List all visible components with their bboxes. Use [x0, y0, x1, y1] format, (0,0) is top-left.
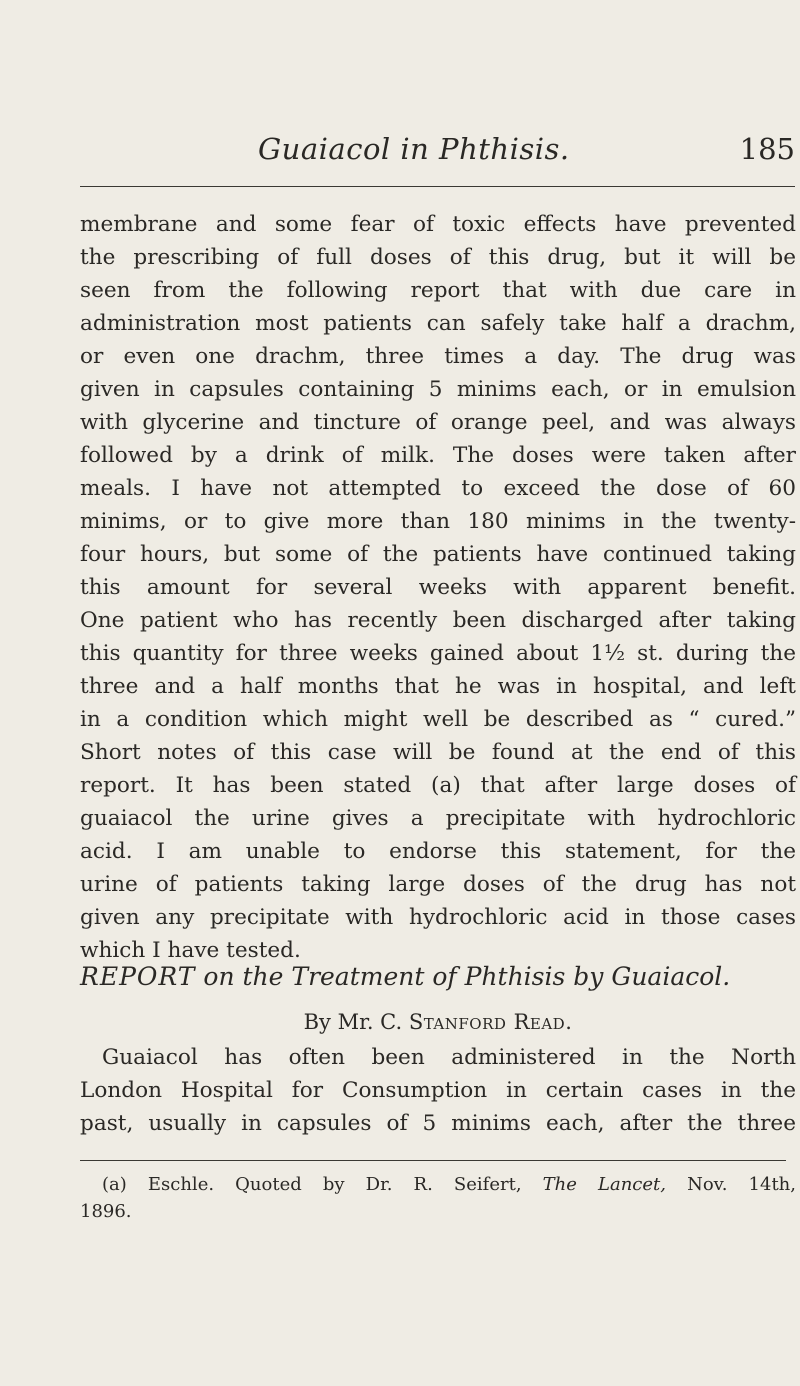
text-line: London Hospital for Consumption in certain cases in the: [80, 1078, 796, 1103]
text-line: or even one drachm, three times a day. The drug was: [80, 344, 796, 369]
report-heading-caps: REPORT: [80, 962, 196, 991]
text-line: this amount for several weeks with apparent benefit.: [80, 575, 796, 600]
text-line: past, usually in capsules of 5 minims each, after the three: [80, 1111, 796, 1136]
footnote-rule: [80, 1160, 786, 1161]
text-line: administration most patients can safely take half a drachm,: [80, 311, 796, 336]
body-paragraph: [80, 208, 796, 967]
text-line: Guaiacol has often been administered in the North: [102, 1045, 796, 1070]
text-line: followed by a drink of milk. The doses were taken after: [80, 443, 796, 468]
page-header: [80, 132, 795, 176]
byline-author: Stanford Read.: [408, 1010, 573, 1034]
footnote: [80, 1171, 796, 1225]
running-title: Guaiacol in Phthisis.: [258, 132, 570, 166]
text-line: membrane and some fear of toxic effects have prevented: [80, 212, 796, 237]
text-line: with glycerine and tincture of orange peel, and was always: [80, 410, 796, 435]
page-number: 185: [739, 132, 795, 166]
journal-name: The Lancet,: [542, 1174, 666, 1195]
byline-prefix: By Mr. C.: [303, 1010, 409, 1034]
footnote-citation: (a) Eschle. Quoted by Dr. R. Seifert,: [102, 1174, 543, 1195]
text-line: which I have tested.: [80, 938, 301, 963]
report-paragraph: [80, 1041, 796, 1140]
text-line: seen from the following report that with due care in: [80, 278, 796, 303]
footnote-line: 1896.: [80, 1201, 132, 1222]
text-line: given any precipitate with hydrochloric acid in those cases: [80, 905, 796, 930]
text-line: acid. I am unable to endorse this statement, for the: [80, 839, 796, 864]
header-rule: [80, 186, 795, 187]
text-line: report. It has been stated (a) that after large doses of: [80, 773, 796, 798]
text-line: urine of patients taking large doses of the drug has not: [80, 872, 796, 897]
report-byline: [80, 1007, 796, 1037]
text-line: given in capsules containing 5 minims each, or in emulsion: [80, 377, 796, 402]
text-line: four hours, but some of the patients have continued taking: [80, 542, 796, 567]
text-line: three and a half months that he was in hospital, and left: [80, 674, 796, 699]
text-line: One patient who has recently been discharged after taking: [80, 608, 796, 633]
footnote-date: Nov. 14th,: [665, 1174, 796, 1195]
report-heading: [80, 960, 796, 994]
text-line: minims, or to give more than 180 minims in the twenty-: [80, 509, 796, 534]
text-line: meals. I have not attempted to exceed the dose of 60: [80, 476, 796, 501]
footnote-line: [80, 1171, 796, 1198]
text-line: Short notes of this case will be found at the end of this: [80, 740, 796, 765]
text-line: in a condition which might well be described as “ cured.”: [80, 707, 796, 732]
report-heading-rest: on the Treatment of Phthisis by Guaiacol.: [195, 962, 731, 991]
text-line: the prescribing of full doses of this drug, but it will be: [80, 245, 796, 270]
text-line: guaiacol the urine gives a precipitate with hydrochloric: [80, 806, 796, 831]
text-line: this quantity for three weeks gained about 1½ st. during the: [80, 641, 796, 666]
